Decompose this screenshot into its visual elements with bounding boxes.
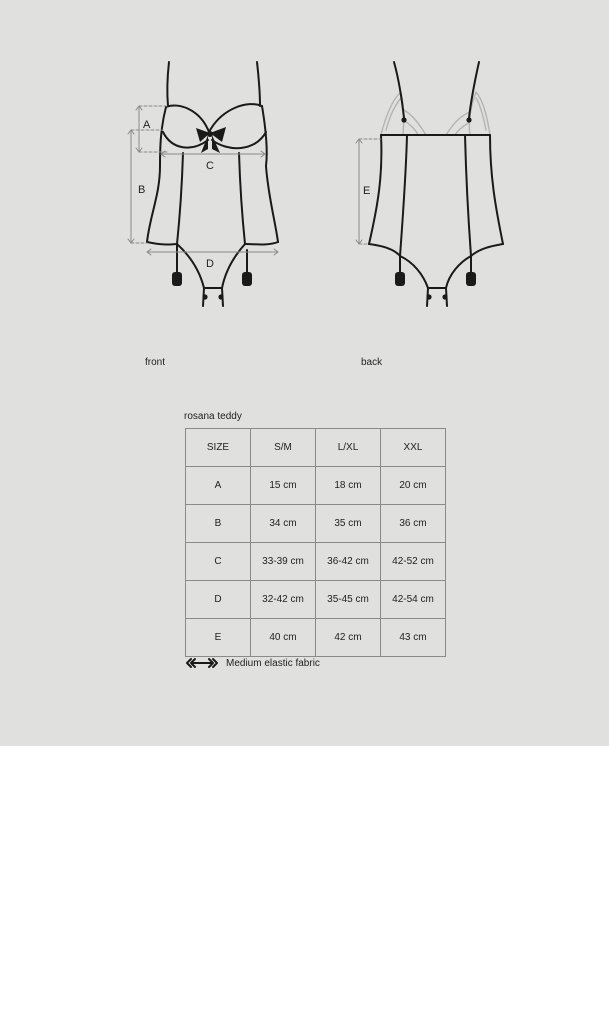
dim-label-d: D [206, 258, 214, 270]
dimension-lines [128, 106, 381, 255]
table-cell: C [186, 543, 251, 581]
table-cell: 34 cm [251, 505, 316, 543]
back-hem-right [471, 244, 503, 256]
back-side-left [369, 135, 381, 244]
table-row [186, 543, 446, 581]
table-cell: 33-39 cm [251, 543, 316, 581]
dim-label-e: E [363, 185, 371, 197]
table-header-cell: S/M [251, 429, 316, 467]
table-cell: 42-54 cm [381, 581, 446, 619]
table-row [186, 619, 446, 657]
back-caption: back [361, 357, 383, 368]
back-seam-left [400, 135, 407, 256]
front-strap-right [257, 62, 260, 106]
product-name: rosana teddy [184, 411, 242, 422]
table-cell: 42-52 cm [381, 543, 446, 581]
back-seam-right [465, 135, 471, 256]
table-row [186, 505, 446, 543]
front-strap-left [167, 62, 169, 106]
table-cell: 36-42 cm [316, 543, 381, 581]
table-header-cell: XXL [381, 429, 446, 467]
table-row [186, 467, 446, 505]
front-hem-right [245, 242, 278, 245]
front-cup-left [166, 105, 209, 132]
front-side-right [262, 106, 278, 242]
dim-label-a: A [143, 119, 151, 131]
elasticity-legend [185, 657, 320, 669]
table-row [186, 581, 446, 619]
back-crotch [400, 256, 471, 288]
legend-text: Medium elastic fabric [226, 657, 320, 669]
back-hem-left [369, 244, 400, 256]
table-cell: 15 cm [251, 467, 316, 505]
table-header-cell: L/XL [316, 429, 381, 467]
table-cell: 36 cm [381, 505, 446, 543]
front-caption: front [145, 357, 166, 368]
garter-clip-icon [172, 272, 252, 300]
table-cell: B [186, 505, 251, 543]
table-cell: 43 cm [381, 619, 446, 657]
table-cell: 20 cm [381, 467, 446, 505]
dim-label-c: C [206, 160, 214, 172]
table-cell: 35-45 cm [316, 581, 381, 619]
front-hem-left [147, 242, 177, 245]
table-cell: 35 cm [316, 505, 381, 543]
front-cup-right [209, 104, 262, 132]
dim-label-b: B [138, 184, 146, 196]
back-side-right [490, 135, 503, 244]
table-header-cell: SIZE [186, 429, 251, 467]
elastic-arrows-icon [185, 657, 219, 669]
table-cell: A [186, 467, 251, 505]
table-cell: 32-42 cm [251, 581, 316, 619]
back-lace-icon [381, 92, 490, 135]
garment-diagram [0, 0, 609, 340]
table-cell: 42 cm [316, 619, 381, 657]
back-strap-left [394, 62, 404, 118]
back-strap-right [469, 62, 479, 118]
table-header-row [186, 429, 446, 467]
table-cell: D [186, 581, 251, 619]
size-table [185, 428, 446, 657]
table-cell: 18 cm [316, 467, 381, 505]
table-cell: 40 cm [251, 619, 316, 657]
back-view [369, 62, 503, 306]
front-seam-right [239, 153, 245, 244]
front-seam-left [177, 153, 183, 244]
table-cell: E [186, 619, 251, 657]
